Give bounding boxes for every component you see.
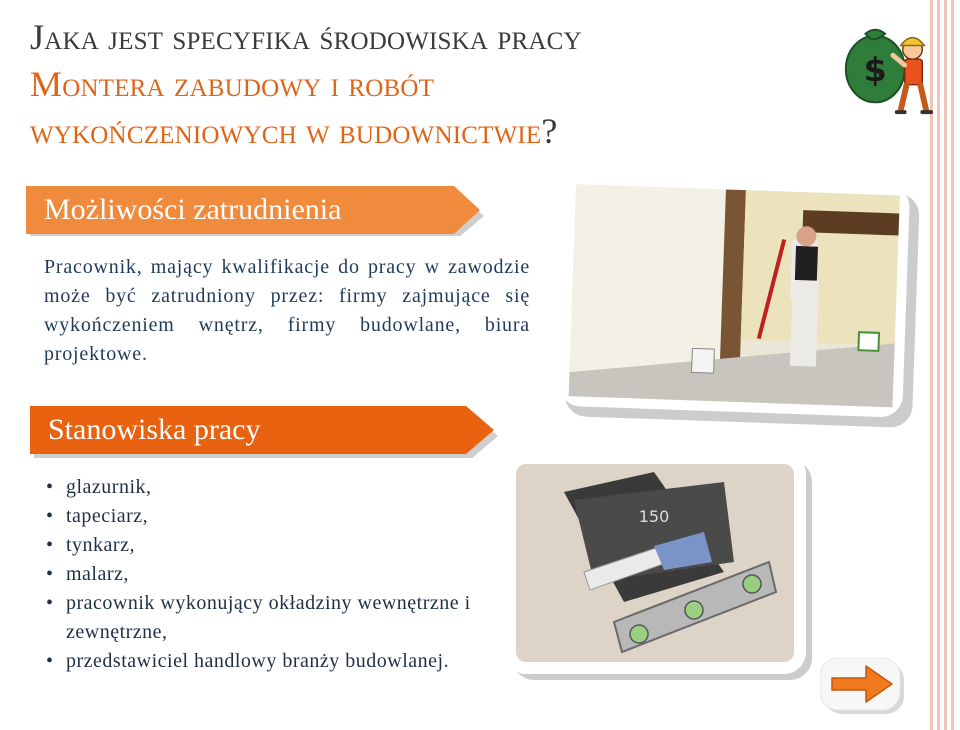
positions-heading-text: Stanowiska pracy (48, 413, 261, 446)
employment-heading-text: Możliwości zatrudnienia (44, 193, 342, 226)
positions-list (44, 473, 484, 676)
list-item: • malarz, (44, 560, 484, 589)
tools-photo (504, 452, 814, 682)
employment-paragraph: Pracownik, mający kwalifikacje do pracy w zawodzie może być zatrudniony przez: firmy zajmujące się wykończeniem wnętrz, firmy budowlane, biura projektowe. (44, 256, 530, 365)
dollar-sign-icon: $ (863, 49, 887, 89)
edge-stripe (951, 0, 954, 730)
money-bag-worker-icon (838, 20, 936, 118)
edge-stripe (944, 0, 947, 730)
title-line-3: wykończeniowych w budownictwie (30, 111, 542, 151)
title-question-mark: ? (541, 111, 558, 151)
list-item: • tapeciarz, (44, 502, 484, 531)
sandpaper-grit-label: 150 (638, 507, 670, 526)
section-heading-employment (26, 186, 488, 234)
list-item: • przedstawiciel handlowy branży budowlanej. (44, 647, 484, 676)
section-heading-positions (30, 406, 500, 454)
edge-stripe (937, 0, 940, 730)
list-item: • glazurnik, (44, 473, 484, 502)
title-line-1: Jaka jest specyfika środowiska pracy (30, 17, 582, 57)
slide-title (30, 14, 830, 155)
list-item: • pracownik wykonujący okładziny wewnętrzne i zewnętrzne, (44, 589, 484, 647)
arrow-right-icon[interactable] (820, 658, 906, 716)
painter-photo (560, 178, 920, 428)
title-line-2: Montera zabudowy i robót (30, 64, 435, 104)
list-item: • tynkarz, (44, 531, 484, 560)
